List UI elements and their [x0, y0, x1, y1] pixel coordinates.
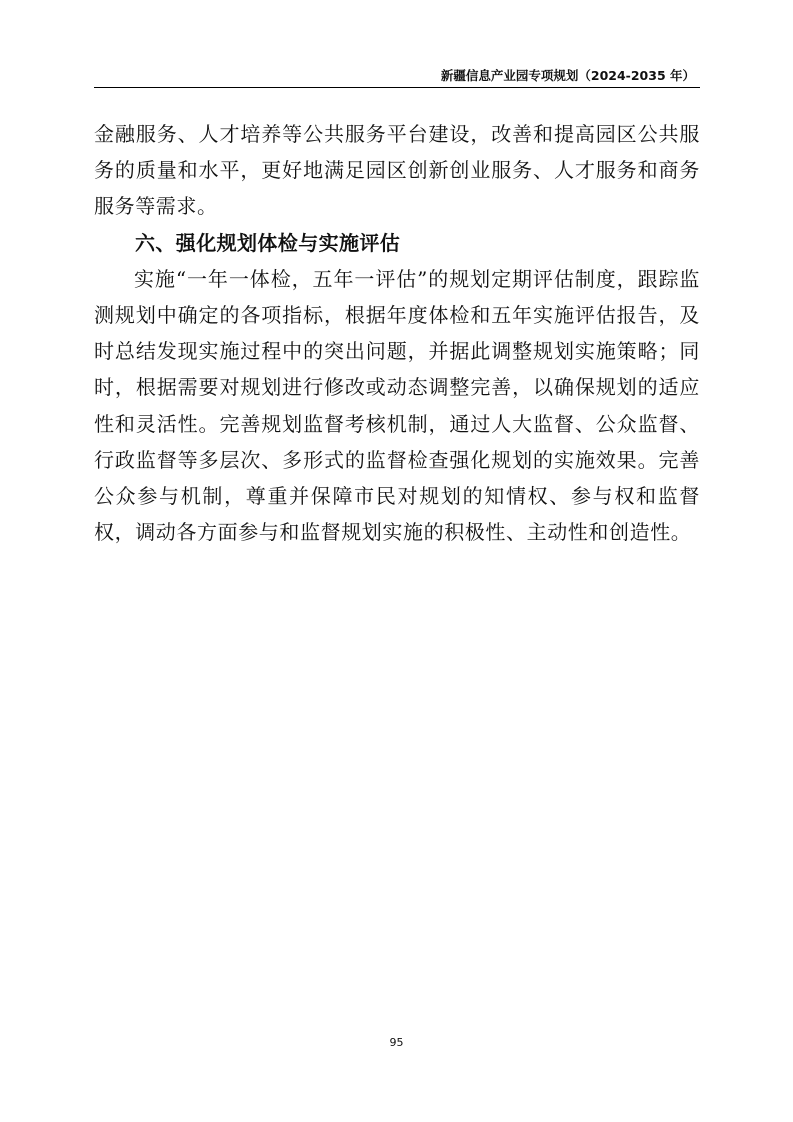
header-divider — [94, 87, 700, 88]
section-paragraph: 实施“一年一体检，五年一评估”的规划定期评估制度，跟踪监测规划中确定的各项指标，根据年度体检和五年实施评估报告，及时总结发现实施过程中的突出问题，并据此调整规划实施策略；同时，根据需要对规划进行修改或动态调整完善，以确保规划的适应性和灵活性。完善规划监督考核机制，通过人大监督、公众监督、行政监督等多层次、多形式的监督检查强化规划的实施效果。完善公众参与机制，尊重并保障市民对规划的知情权、参与权和监督权，调动各方面参与和监督规划实施的积极性、主动性和创造性。 — [94, 266, 700, 545]
running-header-title: 新疆信息产业园专项规划（2024-2035 年） — [440, 68, 695, 83]
page-body — [94, 116, 700, 550]
section-heading: 六、强化规划体检与实施评估 — [135, 230, 401, 255]
page-number: 95 — [389, 1036, 404, 1049]
continued-paragraph: 金融服务、人才培养等公共服务平台建设，改善和提高园区公共服务的质量和水平，更好地满足园区创新创业服务、人才服务和商务服务等需求。 — [94, 122, 700, 219]
